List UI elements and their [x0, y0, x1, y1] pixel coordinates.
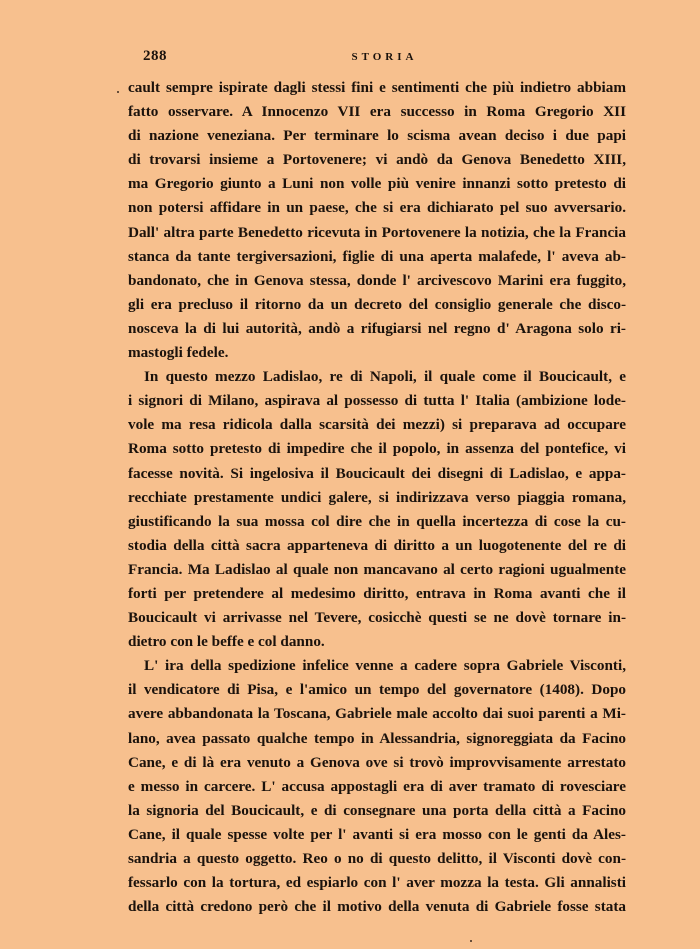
text-line: recchiate prestamente undici galere, si indirizzava verso piaggia romana,	[128, 488, 626, 506]
text-line: forti per pretendere al medesimo diritto, entrava in Roma avanti che il	[128, 584, 626, 602]
text-line: fatto osservare. A Innocenzo VII era successo in Roma Gregorio XII	[128, 103, 626, 121]
text-line: di nazione veneziana. Per terminare lo scisma avean deciso i due papi	[128, 127, 626, 145]
paragraph-3	[128, 654, 626, 919]
text-line: cault sempre ispirate dagli stessi fini e sentimenti che più indietro abbiam	[128, 79, 626, 96]
running-head: STORIA	[351, 51, 418, 63]
text-line: non potersi affidare in un paese, che si era dichiarato pel suo avversario.	[128, 199, 626, 217]
page-number: 288	[143, 48, 167, 64]
text-line: stanca da tante tergiversazioni, figlie di una aperta malafede, l' aveva ab-	[128, 247, 626, 265]
text-line: giustificando la sua mossa col dire che in quella incertezza di cose la cu-	[128, 512, 626, 530]
text-line: sandria a questo oggetto. Reo o no di questo delitto, il Visconti dovè con-	[128, 850, 626, 867]
text-line: Dall' altra parte Benedetto ricevuta in Portovenere la notizia, che la Francia	[128, 223, 626, 241]
text-line: ma Gregorio giunto a Luni non volle più venire innanzi sotto pretesto di	[128, 175, 626, 193]
body-text	[128, 76, 626, 919]
text-line: vole ma resa ridicola dalla scarsità dei mezzi) si preparava ad occupare	[128, 416, 626, 434]
text-line: fessarlo con la tortura, ed espiarlo con l' aver mozza la testa. Gli annalisti	[128, 874, 626, 892]
text-line: della città credono però che il motivo della venuta di Gabriele fosse stata	[128, 898, 626, 916]
print-speck	[470, 940, 472, 942]
paragraph-2	[128, 365, 626, 654]
text-line: avere abbandonata la Toscana, Gabriele male accolto dai suoi parenti a Mi-	[128, 705, 626, 723]
text-line: Francia. Ma Ladislao al quale non mancavano al certo ragioni ugualmente	[128, 560, 626, 578]
text-line: mastogli fedele.	[128, 344, 229, 362]
text-line: Roma sotto pretesto di impedire che il popolo, in assenza del pontefice, vi	[128, 440, 626, 458]
text-line: di trovarsi insieme a Portovenere; vi andò da Genova Benedetto XIII,	[128, 151, 626, 169]
page-header	[143, 48, 626, 70]
text-line: nosceva la di lui autorità, andò a rifugiarsi nel regno d' Aragona solo ri-	[128, 319, 626, 337]
text-line: gli era precluso il ritorno da un decreto del consiglio generale che disco-	[128, 295, 626, 313]
print-speck	[117, 91, 119, 93]
paragraph-1	[128, 76, 626, 365]
text-line: dietro con le beffe e col danno.	[128, 633, 325, 651]
text-line: Boucicault vi arrivasse nel Tevere, cosicchè questi se ne dovè tornare in-	[128, 609, 626, 627]
text-line: facesse novità. Si ingelosiva il Boucicault dei disegni di Ladislao, e appa-	[128, 464, 626, 482]
text-line: stodia della città sacra apparteneva di diritto a un luogotenente del re di	[128, 536, 626, 554]
text-line: i signori di Milano, aspirava al possesso di tutta l' Italia (ambizione lode-	[128, 392, 626, 410]
text-line: L' ira della spedizione infelice venne a cadere sopra Gabriele Visconti,	[144, 657, 626, 675]
text-line: il vendicatore di Pisa, e l'amico un tempo del governatore (1408). Dopo	[128, 681, 626, 699]
text-line: la signoria del Boucicault, e di consegnare una porta della città a Facino	[128, 801, 626, 819]
text-line: lano, avea passato qualche tempo in Alessandria, signoreggiata da Facino	[128, 729, 626, 747]
text-line: Cane, il quale spesse volte per l' avanti si era mosso con le genti da Ales-	[128, 825, 626, 843]
text-line: bandonato, che in Genova stessa, donde l' arcivescovo Marini era fuggito,	[128, 271, 626, 289]
text-line: e messo in carcere. L' accusa appostagli era di aver tramato di rovesciare	[128, 777, 626, 795]
text-line: Cane, e di là era venuto a Genova ove si trovò improvvisamente arrestato	[128, 753, 626, 771]
text-line: In questo mezzo Ladislao, re di Napoli, il quale come il Boucicault, e	[144, 368, 626, 386]
